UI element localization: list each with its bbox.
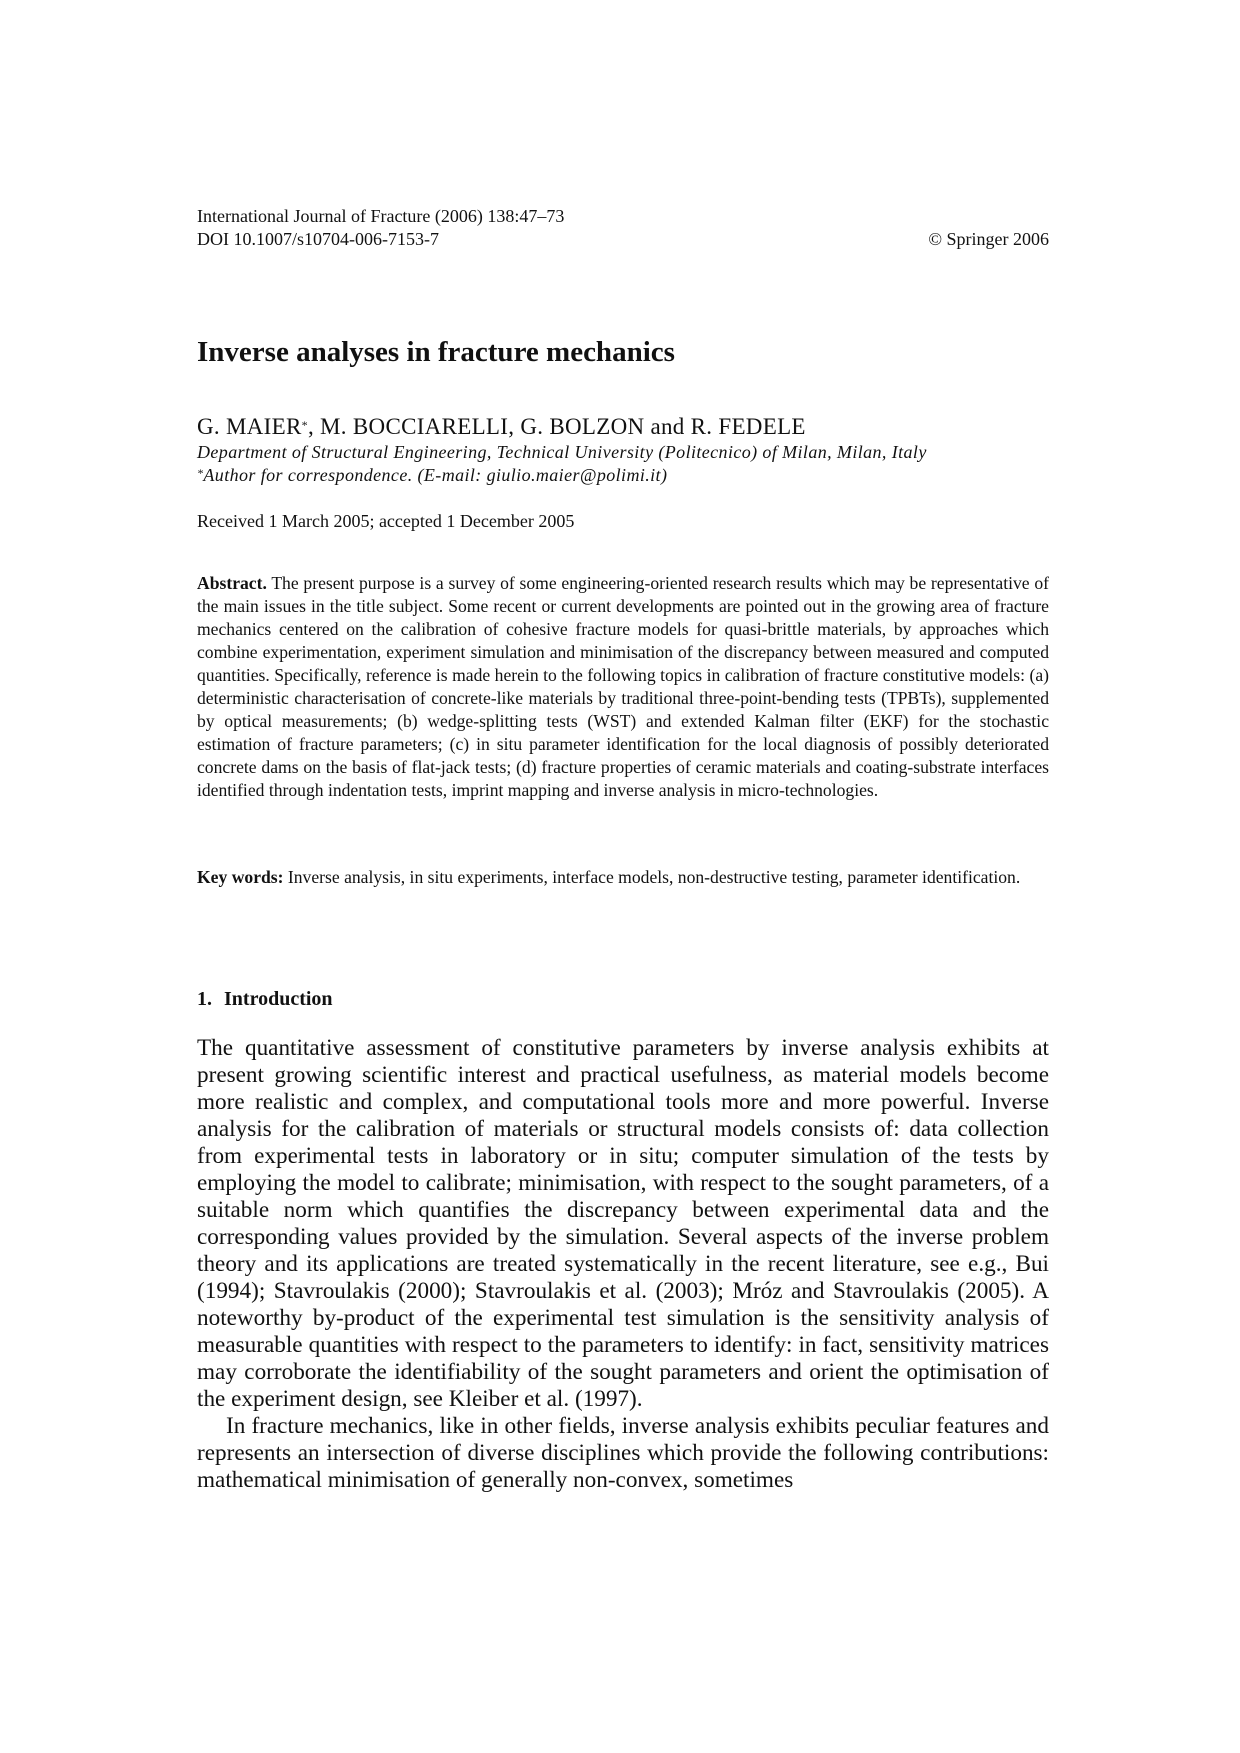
journal-header — [197, 205, 1049, 251]
introduction-body — [197, 1035, 1049, 1494]
author-first: G. MAIER — [197, 414, 302, 439]
correspondence-text: Author for correspondence. (E-mail: giulio.maier@polimi.it) — [203, 465, 668, 485]
affiliation: Department of Structural Engineering, Technical University (Politecnico) of Milan, Milan, Italy — [197, 442, 927, 462]
correspondence-marker: * — [301, 418, 308, 432]
abstract-label: Abstract. — [197, 573, 267, 593]
abstract-text: The present purpose is a survey of some engineering-oriented research results which may be representative of the main issues in the title subject. Some recent or current developments are pointed out in the growing area of fracture mechanics centered on the calibration of cohesive fracture models for quasi-brittle materials, by approaches which combine experimentation, experiment simulation and minimisation of the discrepancy between measured and computed quantities. Specifically, reference is made herein to the following topics in calibration of fracture constitutive models: (a) deterministic characterisation of concrete-like materials by traditional three-point-bending tests (TPBTs), supplemented by optical measurements; (b) wedge-splitting tests (WST) and extended Kalman filter (EKF) for the stochastic estimation of fracture parameters; (c) in situ parameter identification for the local diagnosis of possibly deteriorated concrete dams on the basis of flat-jack tests; (d) fracture properties of ceramic materials and coating-substrate interfaces identified through indentation tests, imprint mapping and inverse analysis in micro-technologies. — [197, 573, 1049, 800]
paragraph: In fracture mechanics, like in other fields, inverse analysis exhibits peculiar features and represents an intersection of diverse disciplines which provide the following contributions: mathematical minimisation of generally non-convex, sometimes — [197, 1413, 1049, 1493]
header-row — [197, 228, 1049, 251]
author-list — [197, 413, 806, 441]
keywords-text: Inverse analysis, in situ experiments, interface models, non-destructive testing, parameter identification. — [287, 867, 1021, 887]
journal-citation: International Journal of Fracture (2006) 138:47–73 — [197, 206, 565, 226]
correspondence-star: * — [197, 466, 204, 480]
correspondence-note — [197, 464, 667, 487]
section-heading-introduction — [197, 986, 333, 1012]
doi: DOI 10.1007/s10704-006-7153-7 — [197, 229, 439, 249]
received-dates: Received 1 March 2005; accepted 1 December 2005 — [197, 511, 575, 531]
section-title: Introduction — [224, 988, 333, 1010]
paper-title: Inverse analyses in fracture mechanics — [197, 336, 675, 368]
paragraph: The quantitative assessment of constitutive parameters by inverse analysis exhibits at present growing scientific interest and practical usefulness, as material models become more realistic and complex, and computational tools more and more powerful. Inverse analysis for the calibration of materials or structural models consists of: data collection from experimental tests in laboratory or in situ; computer simulation of the tests by employing the model to calibrate; minimisation, with respect to the sought parameters, of a suitable norm which quantifies the discrepancy between experimental data and the corresponding values provided by the simulation. Several aspects of the inverse problem theory and its applications are treated systematically in the recent literature, see e.g., Bui (1994); Stavroulakis (2000); Stavroulakis et al. (2003); Mróz and Stavroulakis (2005). A noteworthy by-product of the experimental test simulation is the sensitivity analysis of measurable quantities with respect to the parameters to identify: in fact, sensitivity matrices may corroborate the identifiability of the sought parameters and orient the optimisation of the experiment design, see Kleiber et al. (1997). — [197, 1035, 1049, 1412]
author-rest: , M. BOCCIARELLI, G. BOLZON and R. FEDELE — [307, 414, 806, 439]
keywords-label: Key words: — [197, 867, 284, 887]
section-number: 1. — [197, 988, 212, 1010]
abstract — [197, 572, 1049, 802]
copyright: © Springer 2006 — [928, 229, 1049, 249]
keywords — [197, 866, 1049, 889]
